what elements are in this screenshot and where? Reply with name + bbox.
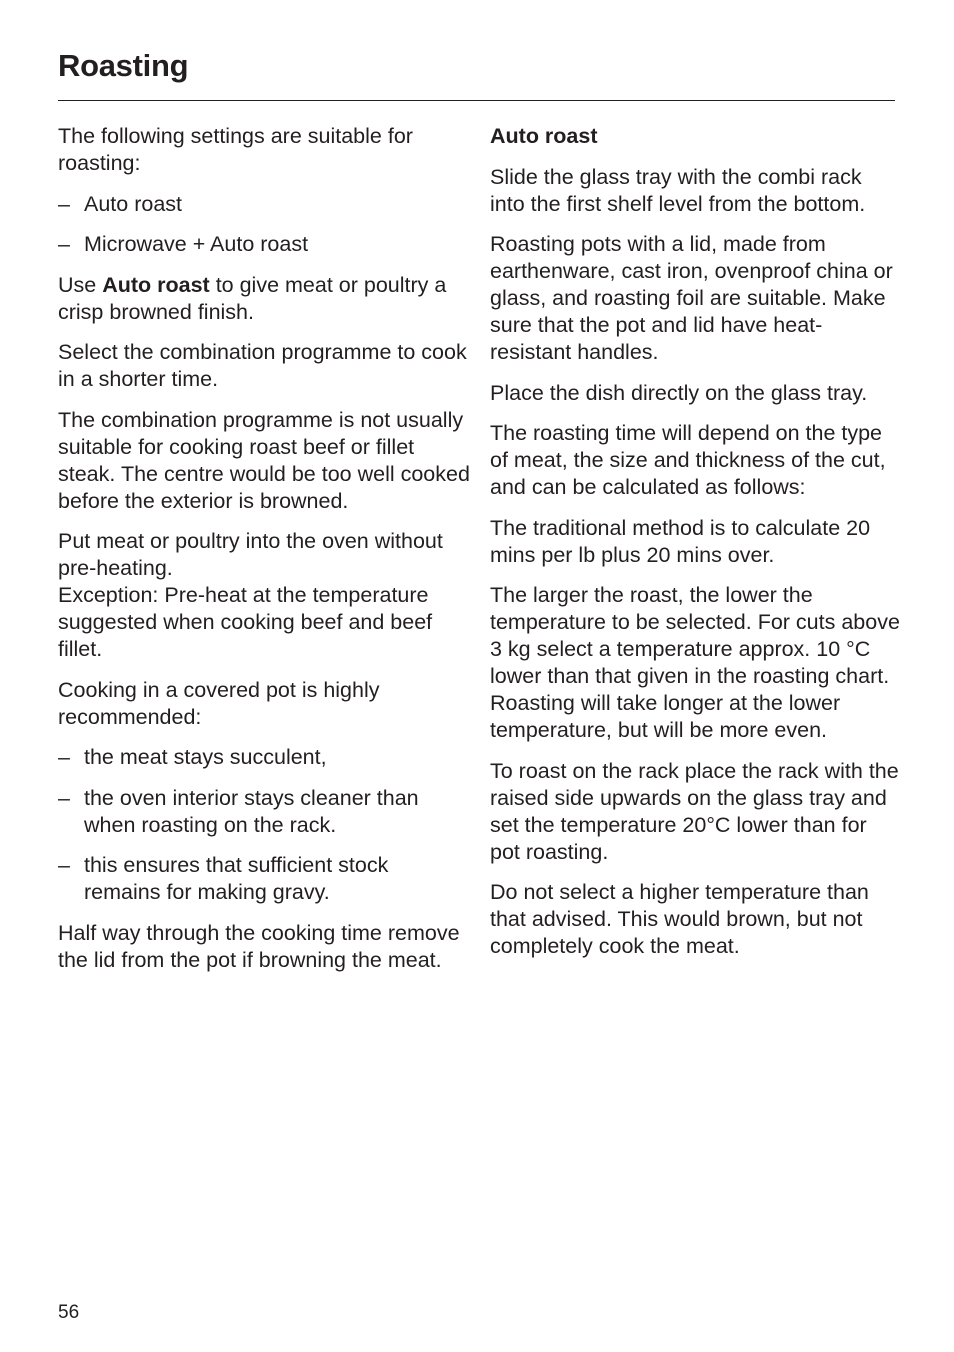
use-prefix: Use xyxy=(58,272,103,297)
benefit-list-item xyxy=(58,785,470,839)
combination-paragraph: Select the combination programme to cook in a shorter time. xyxy=(58,340,467,391)
place-dish-paragraph: Place the dish directly on the glass tray. xyxy=(490,380,868,405)
use-suffix: to give meat or poultry a crisp browned finish. xyxy=(58,272,447,324)
list-item-text: Microwave + Auto roast xyxy=(84,232,309,256)
larger-roast-paragraph: The larger the roast, the lower the temperature to be selected. For cuts above 3 kg select a temperature approx. 10 °C lower than that given in the roasting chart. Roasting will take longer at the lower temperature, but will be more even. xyxy=(490,583,900,742)
dash-marker: – xyxy=(58,785,70,810)
roasting-time-paragraph: The roasting time will depend on the type of meat, the size and thickness of the cut, and can be calculated as follows: xyxy=(490,421,886,499)
slide-tray-paragraph: Slide the glass tray with the combi rack into the first shelf level from the bottom. xyxy=(490,164,866,216)
left-column xyxy=(58,123,470,987)
list-item-text: the meat stays succulent, xyxy=(84,745,327,769)
exception-line: Exception: Pre-heat at the temperature suggested when cooking beef and beef fillet. xyxy=(58,583,433,661)
list-item-text: the oven interior stays cleaner than when roasting on the rack. xyxy=(84,785,419,837)
dash-marker: – xyxy=(58,853,70,877)
title-rule xyxy=(58,100,895,101)
auto-roast-heading: Auto roast xyxy=(490,124,598,148)
warning-paragraph: Do not select a higher temperature than that advised. This would brown, but not completely cook the meat. xyxy=(490,880,869,958)
pots-paragraph: Roasting pots with a lid, made from earthenware, cast iron, ovenproof china or glass, and roasting foil are suitable. Make sure that the pot and lid have heat-resistant handles. xyxy=(490,232,893,364)
intro-paragraph: The following settings are suitable for roasting: xyxy=(58,124,413,175)
list-item-text: this ensures that sufficient stock remains for making gravy. xyxy=(84,853,389,904)
benefit-list-item xyxy=(58,852,470,906)
dash-marker: – xyxy=(58,232,70,256)
not-suitable-paragraph: The combination programme is not usually suitable for cooking roast beef or fillet steak. The centre would be too well cooked before the exterior is browned. xyxy=(58,407,470,513)
settings-list-item xyxy=(58,191,470,218)
traditional-method-paragraph: The traditional method is to calculate 20 mins per lb plus 20 mins over. xyxy=(490,515,871,567)
right-column xyxy=(490,123,902,974)
auto-roast-bold: Auto roast xyxy=(102,272,210,297)
on-rack-paragraph: To roast on the rack place the rack with the raised side upwards on the glass tray and set the temperature 20°C lower than for pot roasting. xyxy=(490,758,899,864)
page-title: Roasting xyxy=(58,48,189,83)
page-number: 56 xyxy=(58,1302,80,1323)
dash-marker: – xyxy=(58,191,70,216)
benefit-list-item xyxy=(58,744,470,771)
preheat-line: Put meat or poultry into the oven without pre-heating. xyxy=(58,529,443,580)
use-auto-roast-paragraph xyxy=(58,272,470,326)
settings-list-item xyxy=(58,231,470,258)
list-item-text: Auto roast xyxy=(84,191,182,216)
covered-pot-paragraph: Cooking in a covered pot is highly recommended: xyxy=(58,677,380,729)
preheat-paragraph xyxy=(58,528,470,663)
half-way-paragraph: Half way through the cooking time remove the lid from the pot if browning the meat. xyxy=(58,920,460,972)
dash-marker: – xyxy=(58,745,70,769)
